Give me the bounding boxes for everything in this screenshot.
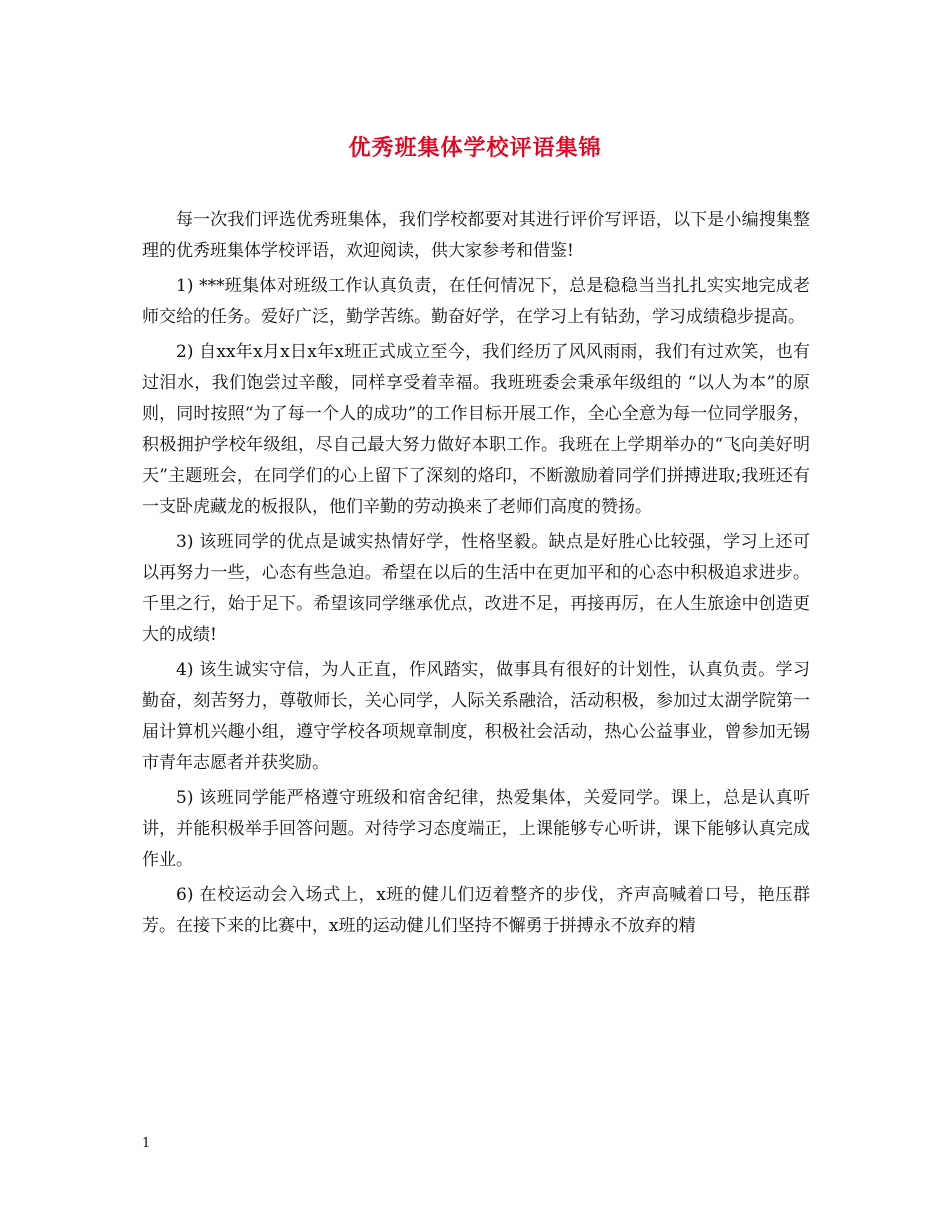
paragraph-3: 3) 该班同学的优点是诚实热情好学，性格坚毅。缺点是好胜心比较强，学习上还可以再努力一些，心态有些急迫。希望在以后的生活中在更加平和的心态中积极追求进步。千里之行，始于足下。希望该同学继承优点，改进不足，再接再厉，在人生旅途中创造更大的成绩!: [142, 532, 810, 645]
paragraph-intro: 每一次我们评选优秀班集体，我们学校都要对其进行评价写评语，以下是小编搜集整理的优秀班集体学校评语，欢迎阅读，供大家参考和借鉴!: [142, 210, 810, 261]
paragraph-6: 6) 在校运动会入场式上，x班的健儿们迈着整齐的步伐，齐声高喊着口号，艳压群芳。在接下来的比赛中，x班的运动健儿们坚持不懈勇于拼搏永不放弃的精: [142, 885, 810, 936]
document-title: 优秀班集体学校评语集锦: [348, 135, 602, 161]
paragraph-1: 1) ***班集体对班级工作认真负责，在任何情况下，总是稳稳当当扎扎实实地完成老师交给的任务。爱好广泛，勤学苦练。勤奋好学，在学习上有钻劲，学习成绩稳步提高。: [142, 276, 810, 327]
page-number: 1: [142, 1136, 151, 1151]
document-body: [142, 205, 810, 942]
paragraph-5: 5) 该班同学能严格遵守班级和宿舍纪律，热爱集体，关爱同学。课上，总是认真听讲，并能积极举手回答问题。对待学习态度端正，上课能够专心听讲，课下能够认真完成作业。: [142, 788, 810, 870]
paragraph-2: 2) 自xx年x月x日x年x班正式成立至今，我们经历了风风雨雨，我们有过欢笑，也有过泪水，我们饱尝过辛酸，同样享受着幸福。我班班委会秉承年级组的 “以人为本”的原则，同时按照“为了每一个人的成功”的工作目标开展工作，全心全意为每一位同学服务，积极拥护学校年级组，尽自己最大努力做好本职工作。我班在上学期举办的“飞向美好明天”主题班会，在同学们的心上留下了深刻的烙印，不断激励着同学们拼搏进取;我班还有一支卧虎藏龙的板报队，他们辛勤的劳动换来了老师们高度的赞扬。: [142, 342, 810, 517]
paragraph-4: 4) 该生诚实守信，为人正直，作风踏实，做事具有很好的计划性，认真负责。学习勤奋，刻苦努力，尊敬师长，关心同学，人际关系融洽，活动积极，参加过太湖学院第一届计算机兴趣小组，遵守学校各项规章制度，积极社会活动，热心公益事业，曾参加无锡市青年志愿者并获奖励。: [142, 660, 810, 773]
